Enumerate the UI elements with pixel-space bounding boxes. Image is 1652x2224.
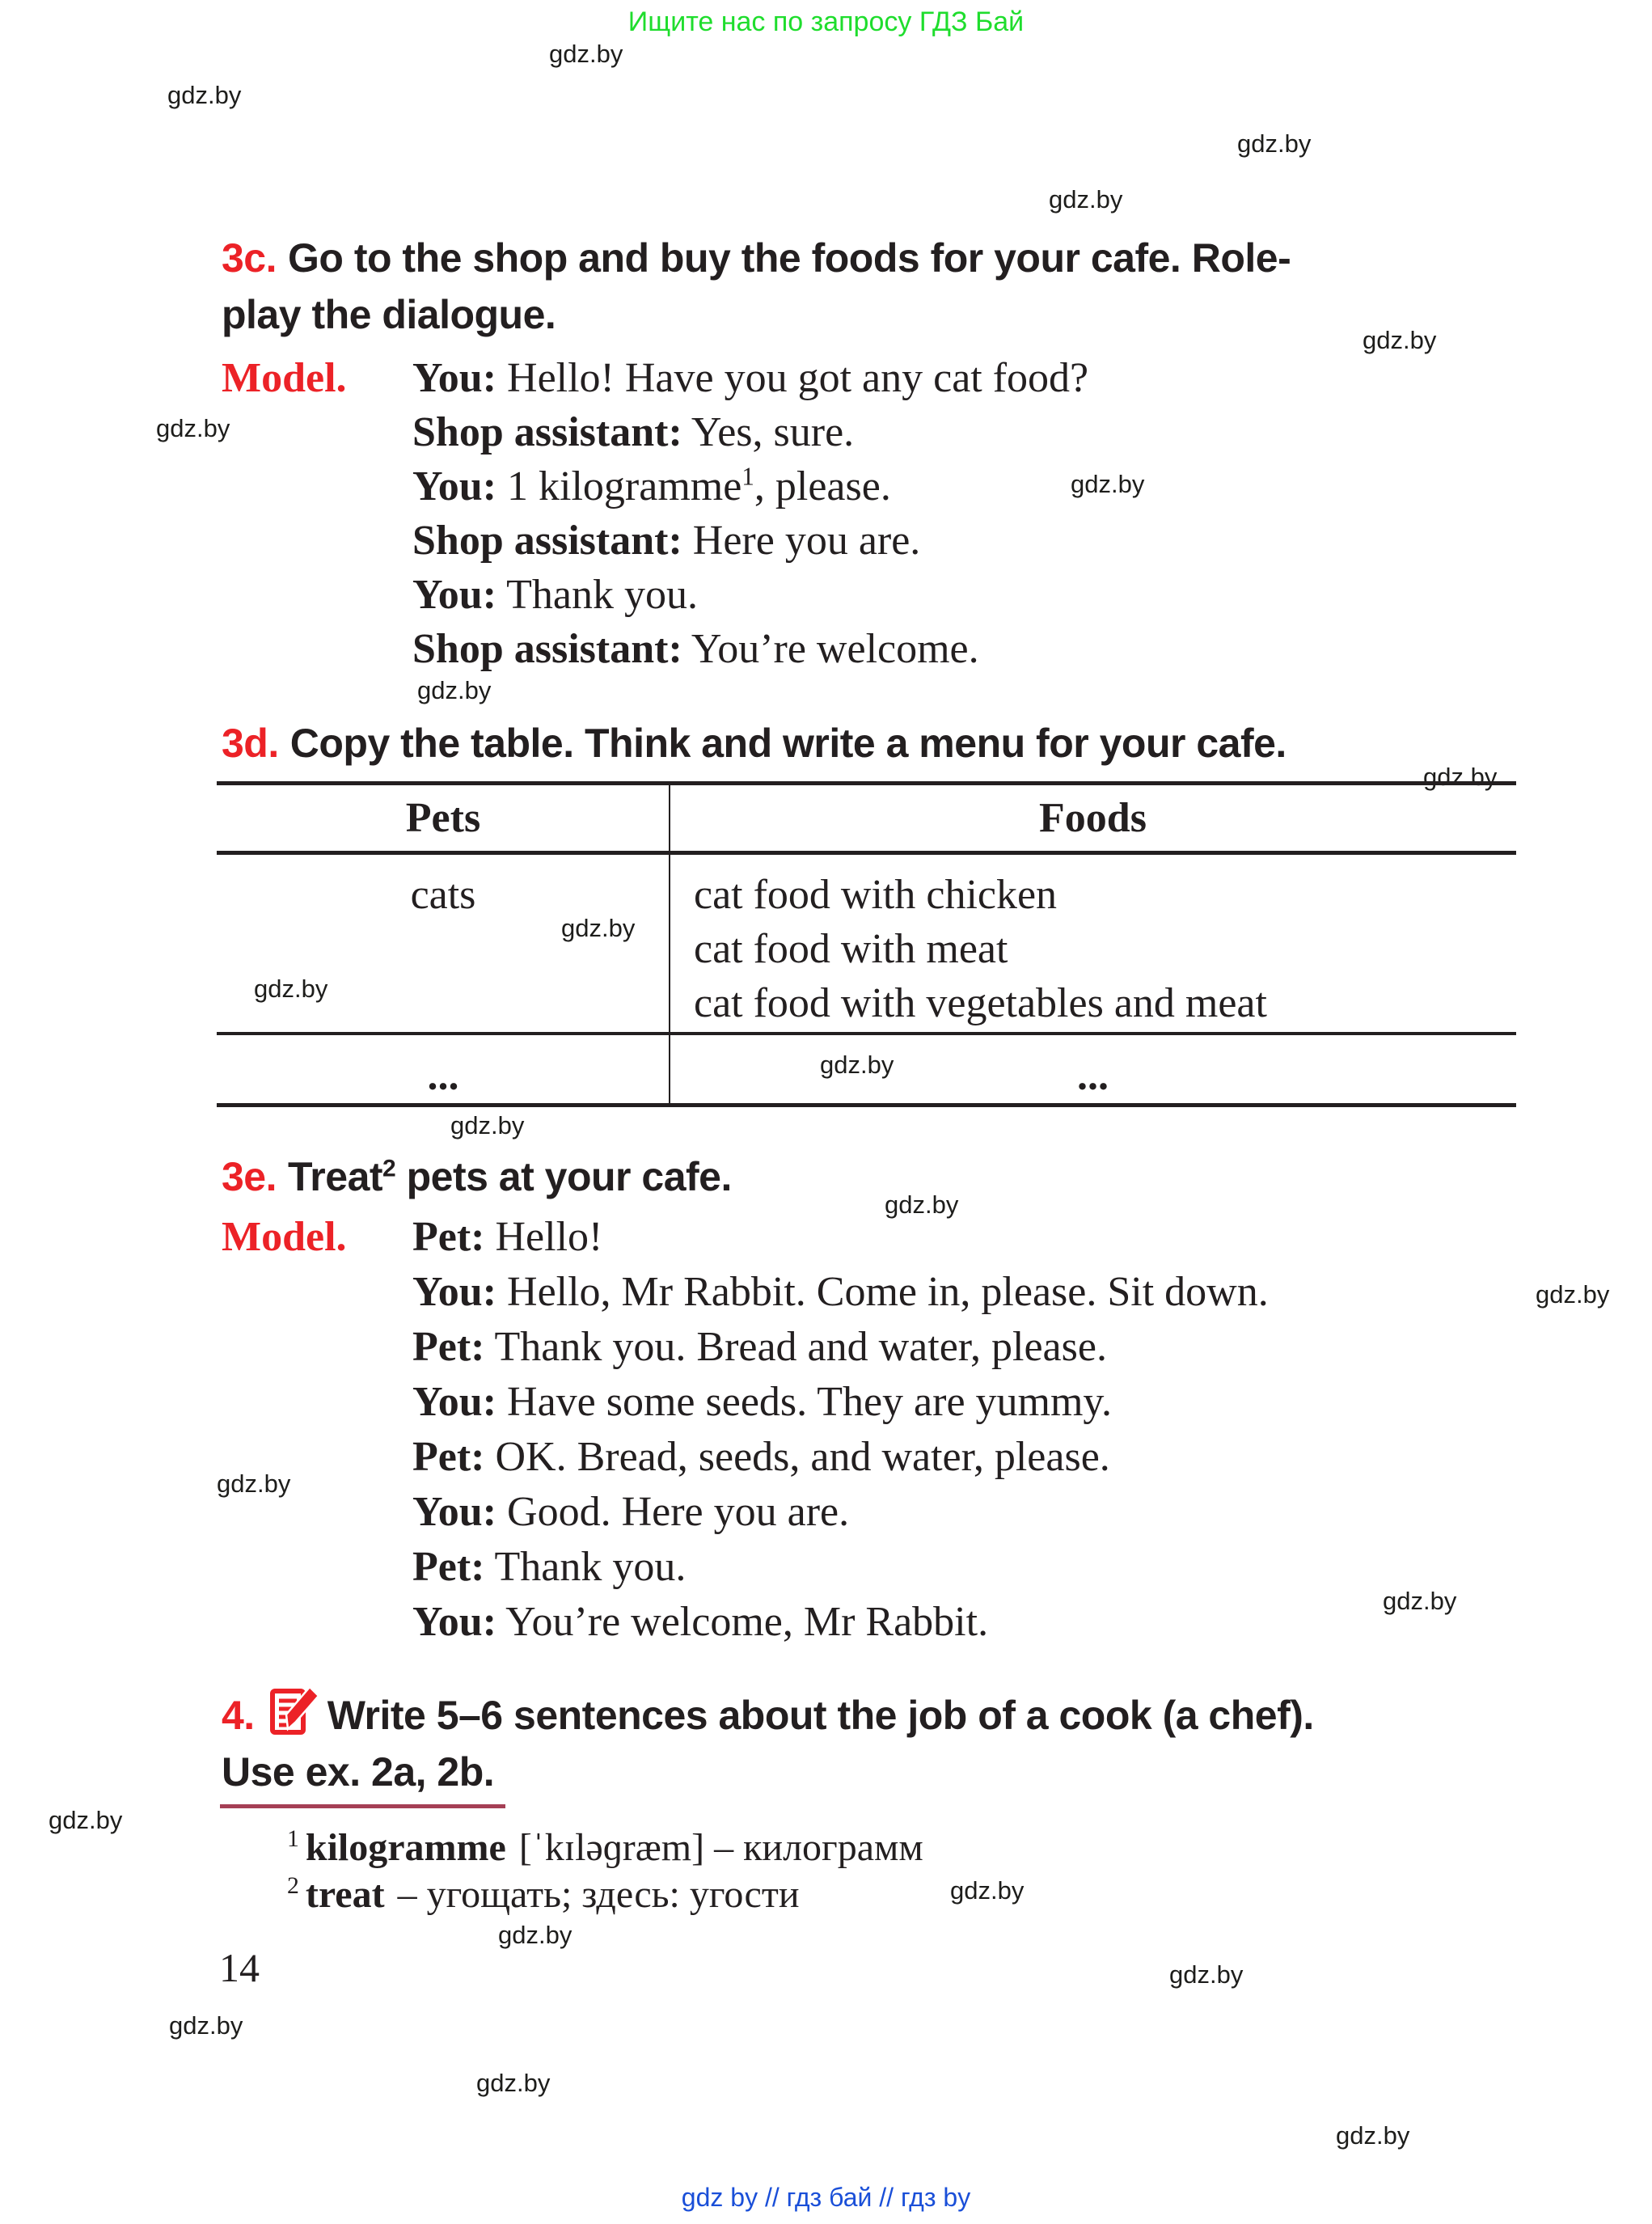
footnote-number: 1 bbox=[287, 1825, 299, 1852]
dialogue-line bbox=[412, 1485, 1269, 1540]
food-item: cat food with vegetables and meat bbox=[694, 980, 1267, 1026]
watermark-gdz: gdz.by bbox=[498, 1921, 572, 1949]
table-column-divider bbox=[669, 785, 670, 1103]
watermark-gdz: gdz.by bbox=[169, 2011, 243, 2040]
dialogue-text: , please. bbox=[754, 463, 891, 509]
dialogue-text: Hello! bbox=[495, 1214, 603, 1260]
watermark-gdz: gdz.by bbox=[1071, 470, 1145, 498]
footnote-kilogramme bbox=[287, 1824, 923, 1871]
model-label-3e: Model. bbox=[222, 1214, 347, 1260]
watermark-gdz: gdz.by bbox=[885, 1190, 959, 1219]
food-item: cat food with meat bbox=[694, 926, 1008, 972]
watermark-gdz: gdz.by bbox=[476, 2069, 551, 2097]
exercise-3c-heading bbox=[222, 230, 1532, 343]
watermark-gdz: gdz.by bbox=[1237, 129, 1312, 158]
watermark-gdz: gdz.by bbox=[254, 975, 328, 1003]
dialogue-line bbox=[412, 1595, 1269, 1650]
dialogue-text: You’re welcome. bbox=[691, 626, 979, 672]
dialogue-line bbox=[412, 1265, 1269, 1320]
dialogue-line bbox=[412, 405, 1088, 459]
dialogue-text: Here you are. bbox=[692, 518, 921, 564]
dialogue-text: Hello! Have you got any cat food? bbox=[507, 355, 1089, 401]
speaker-label: Shop assistant: bbox=[412, 518, 682, 564]
watermark-gdz: gdz.by bbox=[450, 1111, 525, 1139]
exercise-3d-heading bbox=[222, 715, 1532, 772]
footer-links[interactable]: gdz by // гдз бай // гдз by bbox=[681, 2183, 971, 2212]
dialogue-line bbox=[412, 1375, 1269, 1430]
watermark-gdz: gdz.by bbox=[1423, 763, 1498, 791]
dialogue-3e bbox=[412, 1210, 1269, 1650]
exercise-3e-number: 3e. bbox=[222, 1154, 277, 1199]
exercise-3d-title: Copy the table. Think and write a menu for your cafe. bbox=[289, 721, 1287, 766]
speaker-label: You: bbox=[412, 355, 497, 401]
exercise-3e-title-rest: pets at your cafe. bbox=[395, 1154, 732, 1199]
watermark-gdz: gdz.by bbox=[950, 1876, 1025, 1905]
dots-pets: ... bbox=[427, 1053, 459, 1099]
dialogue-text: Hello, Mr Rabbit. Come in, please. Sit down. bbox=[507, 1269, 1269, 1315]
speaker-label: Shop assistant: bbox=[412, 409, 682, 455]
exercise-3c-title-line1: Go to the shop and buy the foods for your cafe. Role- bbox=[288, 235, 1291, 281]
exercise-4-heading bbox=[222, 1687, 1532, 1800]
dialogue-text: 1 kilogramme bbox=[507, 463, 742, 509]
dialogue-text: Thank you. bbox=[506, 572, 698, 618]
watermark-gdz: gdz.by bbox=[156, 414, 230, 442]
watermark-gdz: gdz.by bbox=[549, 40, 623, 68]
table-header-pets: Pets bbox=[405, 795, 481, 841]
speaker-label: Pet: bbox=[412, 1544, 485, 1590]
exercise-4-title-line1: Write 5–6 sentences about the job of a cook (a chef). bbox=[327, 1693, 1314, 1738]
footnote-number: 2 bbox=[287, 1872, 299, 1899]
exercise-3c-number: 3c. bbox=[222, 235, 277, 281]
footnote-definition: – угощать; здесь: угости bbox=[397, 1873, 800, 1916]
watermark-gdz: gdz.by bbox=[1363, 326, 1437, 354]
dialogue-line bbox=[412, 1430, 1269, 1485]
dialogue-text: Thank you. bbox=[494, 1544, 687, 1590]
exercise-3c-title-line2: play the dialogue. bbox=[222, 292, 556, 337]
dialogue-line bbox=[412, 514, 1088, 568]
speaker-label: You: bbox=[412, 1489, 497, 1535]
writing-exercise-icon bbox=[268, 1687, 319, 1736]
watermark-gdz: gdz.by bbox=[49, 1806, 123, 1834]
page-number: 14 bbox=[219, 1945, 260, 1990]
table-dots-row bbox=[217, 1035, 1516, 1103]
dialogue-line bbox=[412, 1210, 1269, 1265]
footnote-definition: [ˈkɪləɡræm] – килограмм bbox=[518, 1826, 923, 1869]
exercise-4-title-line2: Use ex. 2a, 2b. bbox=[222, 1749, 495, 1795]
speaker-label: You: bbox=[412, 1599, 497, 1645]
watermark-gdz: gdz.by bbox=[561, 914, 636, 942]
dialogue-line bbox=[412, 1540, 1269, 1595]
speaker-label: Pet: bbox=[412, 1324, 485, 1370]
dialogue-text: Have some seeds. They are yummy. bbox=[507, 1379, 1113, 1425]
dialogue-line bbox=[412, 1320, 1269, 1375]
dialogue-text: Thank you. Bread and water, please. bbox=[494, 1324, 1107, 1370]
footnote-divider bbox=[220, 1804, 505, 1808]
speaker-label: You: bbox=[412, 463, 497, 509]
dialogue-line bbox=[412, 568, 1088, 622]
exercise-3e-title: Treat bbox=[288, 1154, 383, 1199]
watermark-gdz: gdz.by bbox=[820, 1051, 894, 1079]
speaker-label: You: bbox=[412, 1379, 497, 1425]
table-header-row bbox=[217, 785, 1516, 855]
model-label-3c: Model. bbox=[222, 355, 347, 401]
speaker-label: Shop assistant: bbox=[412, 626, 682, 672]
speaker-label: Pet: bbox=[412, 1214, 485, 1260]
speaker-label: Pet: bbox=[412, 1434, 485, 1480]
dialogue-line bbox=[412, 459, 1088, 514]
watermark-gdz: gdz.by bbox=[1336, 2121, 1410, 2150]
speaker-label: You: bbox=[412, 572, 497, 618]
dialogue-line bbox=[412, 622, 1088, 676]
speaker-label: You: bbox=[412, 1269, 497, 1315]
exercise-4-number: 4. bbox=[222, 1693, 255, 1738]
footnote-term: treat bbox=[305, 1873, 385, 1916]
promo-banner: Ищите нас по запросу ГДЗ Бай bbox=[627, 6, 1025, 37]
table-header-foods: Foods bbox=[1039, 795, 1147, 841]
footnote-treat bbox=[287, 1871, 800, 1918]
food-item: cat food with chicken bbox=[694, 872, 1058, 918]
dialogue-line bbox=[412, 351, 1088, 405]
footnote-ref-2: 2 bbox=[382, 1155, 396, 1182]
watermark-gdz: gdz.by bbox=[1536, 1280, 1610, 1309]
dialogue-text: Yes, sure. bbox=[691, 409, 855, 455]
exercise-3e-heading bbox=[222, 1148, 1532, 1205]
foods-cell bbox=[670, 855, 1516, 1032]
dialogue-3c bbox=[412, 351, 1088, 676]
dots-foods: ... bbox=[1077, 1053, 1109, 1099]
dialogue-text: Good. Here you are. bbox=[507, 1489, 850, 1535]
table-body-row bbox=[217, 855, 1516, 1035]
watermark-gdz: gdz.by bbox=[417, 676, 492, 704]
dialogue-text: You’re welcome, Mr Rabbit. bbox=[505, 1599, 989, 1645]
exercise-3d-number: 3d. bbox=[222, 721, 279, 766]
watermark-gdz: gdz.by bbox=[217, 1469, 291, 1498]
pets-cell: cats bbox=[410, 872, 476, 918]
footnote-ref-1: 1 bbox=[741, 462, 754, 491]
watermark-gdz: gdz.by bbox=[1169, 1960, 1244, 1989]
menu-table bbox=[217, 781, 1516, 1107]
watermark-gdz: gdz.by bbox=[1049, 185, 1123, 214]
footnote-term: kilogramme bbox=[305, 1826, 506, 1869]
dialogue-text: OK. Bread, seeds, and water, please. bbox=[495, 1434, 1110, 1480]
watermark-gdz: gdz.by bbox=[167, 81, 242, 109]
watermark-gdz: gdz.by bbox=[1383, 1587, 1457, 1615]
